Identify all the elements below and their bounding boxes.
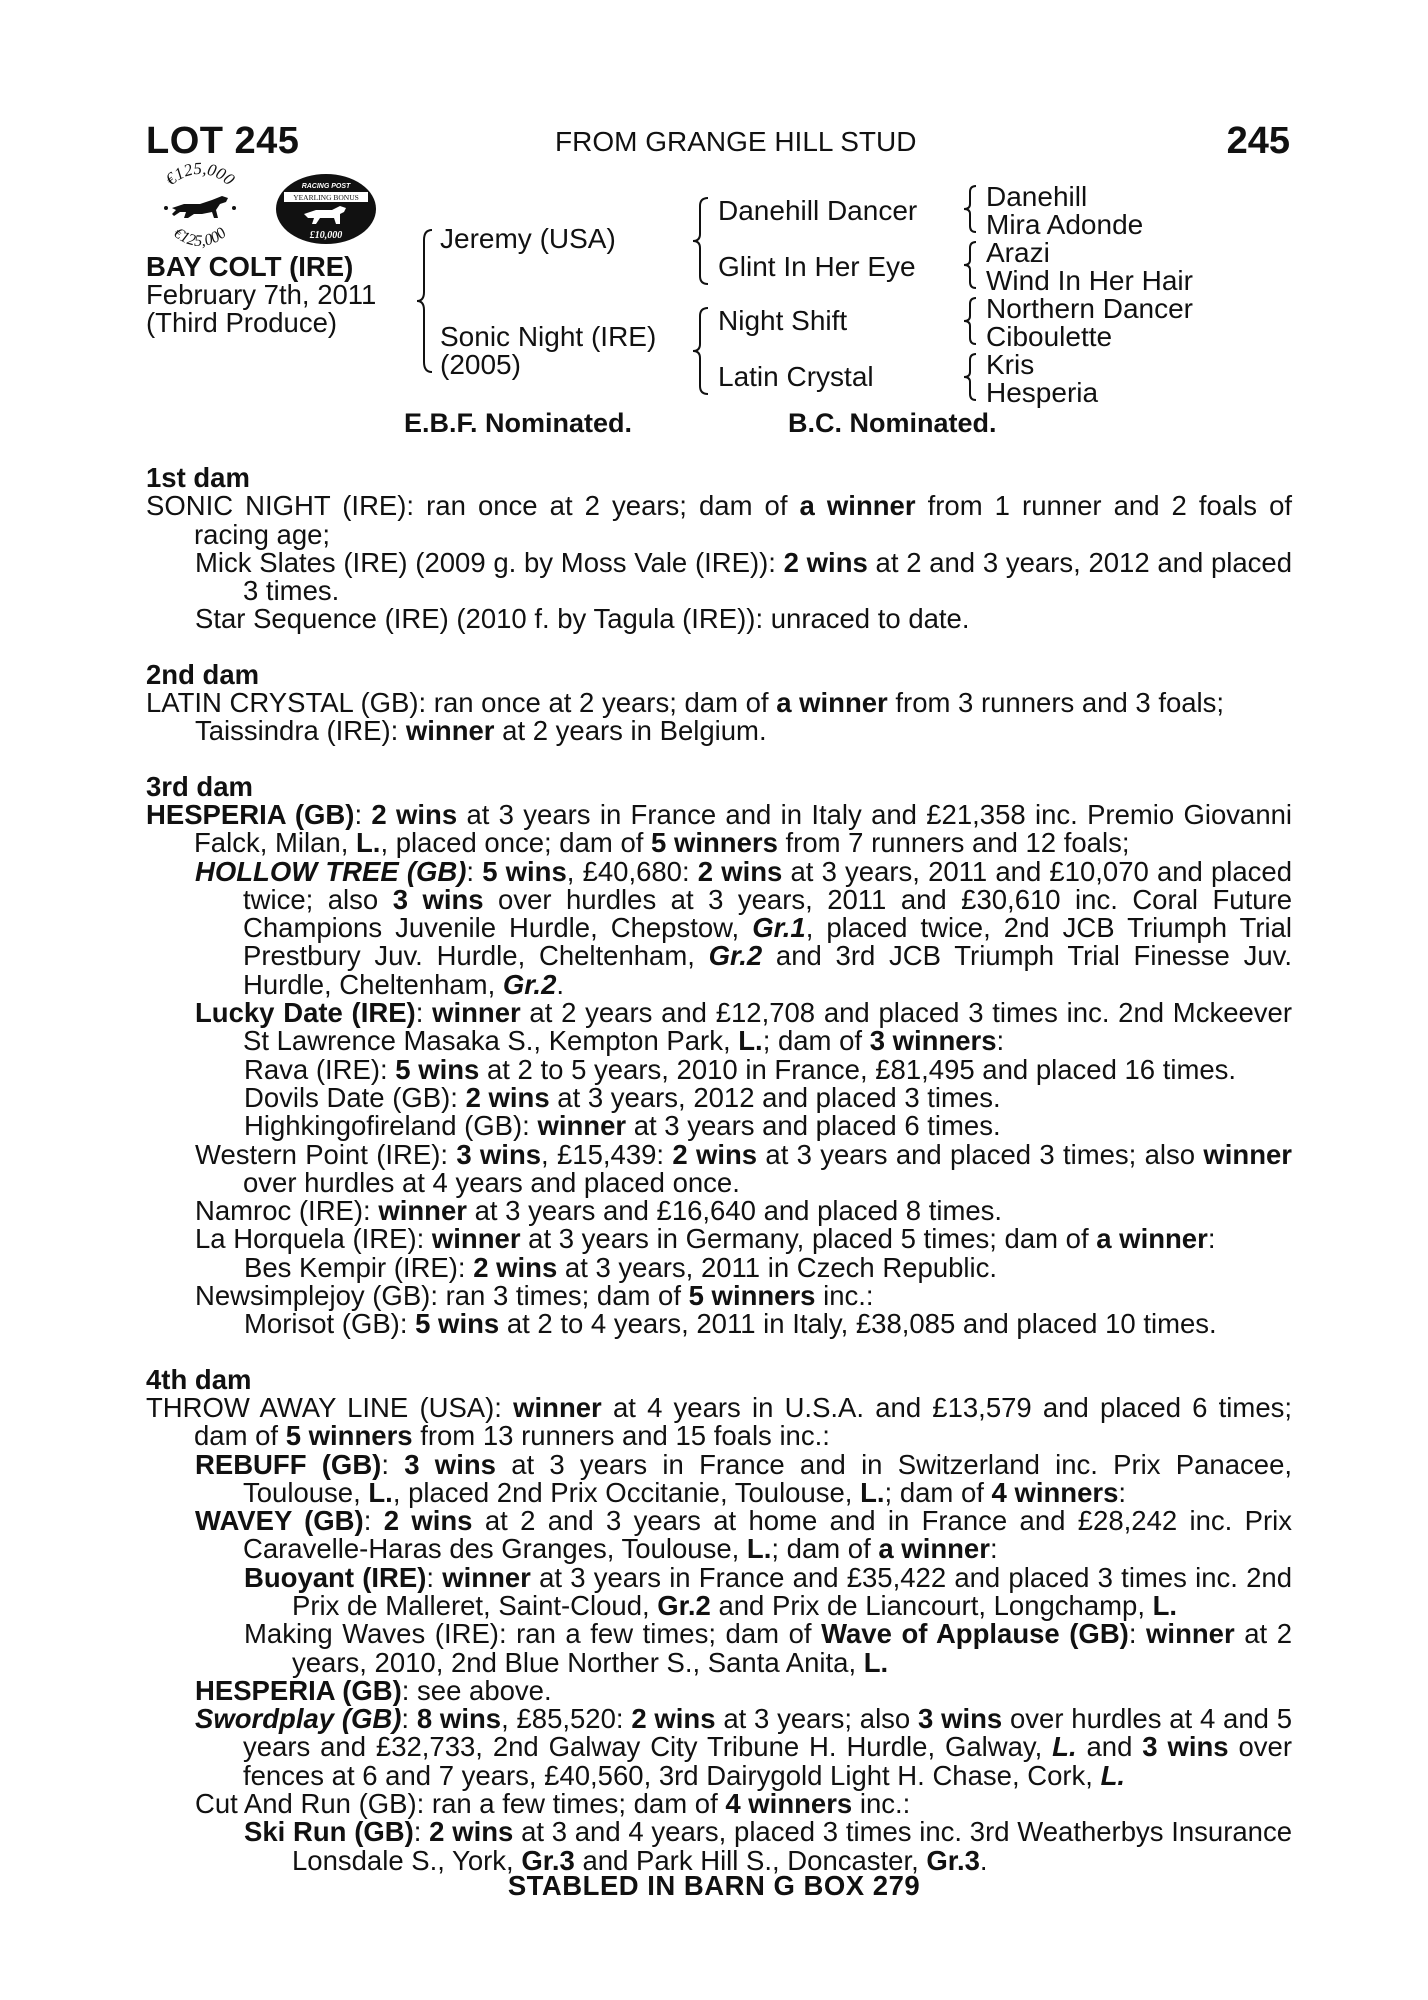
dam3-offspring: Newsimplejoy (GB): ran 3 times; dam of 5 winners inc.: [195,1280,874,1312]
lot-label: LOT 245 [146,120,300,162]
gg-3: Arazi [986,237,1050,268]
dam3-grandoffspring: Dovils Date (GB): 2 wins at 3 years, 2012 and placed 3 times. [244,1081,1001,1113]
gg-5: Northern Dancer [986,293,1193,324]
dam-year: (2005) [440,349,521,380]
bc-nomination: B.C. Nominated. [788,408,997,438]
bonus-amount: £10,000 [309,230,343,241]
dam1-offspring: Star Sequence (IRE) (2010 f. by Tagula (IRE)): unraced to date. [195,603,970,635]
dam3-offspring: Namroc (IRE): winner at 3 years and £16,640 and placed 8 times. [195,1195,1003,1227]
svg-text:€125,000 [162,160,239,189]
foaling-date: February 7th, 2011 [146,279,377,310]
dam4-grandoffspring: Ski Run (GB): 2 wins at 3 and 4 years, placed 3 times inc. 3rd Weatherbys Insurance Lonsdale S., York, Gr.3 and Park Hill S., Doncaster, Gr.3. [244,1816,1293,1876]
dam3-entry: HESPERIA (GB): 2 wins at 3 years in France and in Italy and £21,358 inc. Premio Giovanni Falck, Milan, L., placed once; dam of 5 winners from 7 runners and 12 foals; [146,798,1293,859]
section-title-2nd-dam: 2nd dam [146,658,260,690]
lot-number: 245 [1226,120,1290,162]
pedigree-brace-sire [692,196,712,286]
produce-note: (Third Produce) [146,307,338,338]
dam3-grandoffspring: Bes Kempir (IRE): 2 wins at 3 years, 2011 in Czech Republic. [244,1251,998,1283]
dam3-offspring: La Horquela (IRE): winner at 3 years in Germany, placed 5 times; dam of a winner: [195,1223,1216,1255]
dam1-entry: SONIC NIGHT (IRE): ran once at 2 years; dam of a winner from 1 runner and 2 foals of racing age; [146,490,1293,550]
dam4-offspring: REBUFF (GB): 3 wins at 3 years in France and in Switzerland inc. Prix Panacee, Toulouse, L., placed 2nd Prix Occitanie, Toulouse, L.; dam of 4 winners: [195,1448,1293,1508]
gg-1: Danehill [986,181,1088,212]
pedigree-brace-g2 [962,240,980,290]
dam3-grandoffspring: Highkingofireland (GB): winner at 3 years and placed 6 times. [244,1110,1001,1142]
racing-post-text: RACING POST [301,183,351,190]
dam2-offspring: Taissindra (IRE): winner at 2 years in Belgium. [195,715,767,747]
pedigree-brace-g3 [962,296,980,346]
yearling-bonus-text: YEARLING BONUS [293,193,359,202]
pedigree-brace-dam [692,306,712,396]
racing-post-yearling-bonus-badge [274,172,378,246]
dam-sire: Night Shift [718,305,848,336]
section-title-4th-dam: 4th dam [146,1363,252,1395]
sire-sire: Danehill Dancer [718,195,918,226]
section-title-1st-dam: 1st dam [146,462,250,493]
dam4-offspring: Swordplay (GB): 8 wins, £85,520: 2 wins at 3 years; also 3 wins over hurdles at 4 and 5 years and £32,733, 2nd Galway City Tribune H. Hurdle, Galway, L. and 3 wins over fences at 6 and 7 years, £40,560, 3rd Dairygold Light H. Chase, Cork, L. [195,1703,1293,1791]
section-title-3rd-dam: 3rd dam [146,770,253,802]
pedigree-brace-main [416,228,436,374]
gg-6: Ciboulette [986,321,1113,352]
dam3-offspring: Western Point (IRE): 3 wins, £15,439: 2 wins at 3 years and placed 3 times; also winner over hurdles at 4 years and placed once. [195,1138,1292,1198]
catalogue-body [146,464,1292,1875]
bonus-ring-bottom: €125,000 [170,224,230,250]
horse-name: BAY COLT (IRE) [146,251,354,282]
dam4-offspring: HESPERIA (GB): see above. [195,1674,552,1706]
dam4-offspring: Cut And Run (GB): ran a few times; dam of 4 winners inc.: [195,1788,911,1820]
dam4-entry: THROW AWAY LINE (USA): winner at 4 years in U.S.A. and £13,579 and placed 6 times; dam of 5 winners from 13 runners and 15 foals inc.: [146,1391,1293,1452]
dam1-offspring: Mick Slates (IRE) (2009 g. by Moss Vale (IRE)): 2 wins at 2 and 3 years, 2012 and placed 3 times. [195,546,1293,607]
dam3-grandoffspring: Rava (IRE): 5 wins at 2 to 5 years, 2010 in France, £81,495 and placed 16 times. [244,1053,1237,1085]
gg-4: Wind In Her Hair [986,265,1193,296]
dam-dam: Latin Crystal [718,361,874,392]
gg-7: Kris [986,349,1035,380]
sire: Jeremy (USA) [440,223,616,254]
gg-2: Mira Adonde [986,209,1144,240]
svg-text:€125,000 [170,225,229,250]
dam4-offspring: WAVEY (GB): 2 wins at 2 and 3 years at home and in France and £28,242 inc. Prix Caravelle-Haras des Granges, Toulouse, L.; dam of a winner: [195,1505,1292,1565]
dam3-offspring: HOLLOW TREE (GB): 5 wins, £40,680: 2 wins at 3 years, 2011 and £10,070 and placed twice; also 3 wins over hurdles at 3 years, 2011 and £30,610 inc. Coral Future Champions Juvenile Hurdle, Chepstow, Gr.1, placed twice, 2nd JCB Triumph Trial Prestbury Juv. Hurdle, Cheltenham, Gr.2 and 3rd JCB Triumph Trial Finesse Juv. Hurdle, Cheltenham, Gr.2. [195,855,1293,1000]
bonus-scheme-badge [150,160,250,260]
ebf-nomination: E.B.F. Nominated. [404,408,633,438]
sire-dam: Glint In Her Eye [718,251,916,282]
dam2-entry: LATIN CRYSTAL (GB): ran once at 2 years; dam of a winner from 3 runners and 3 foals; [146,687,1225,719]
gg-8: Hesperia [986,377,1099,408]
dam4-grandoffspring: Buoyant (IRE): winner at 3 years in France and £35,422 and placed 3 times inc. 2nd Prix de Malleret, Saint-Cloud, Gr.2 and Prix de Liancourt, Longchamp, L. [244,1561,1292,1621]
dam3-offspring: Lucky Date (IRE): winner at 2 years and £12,708 and placed 3 times inc. 2nd Mckeever St Lawrence Masaka S., Kempton Park, L.; dam of 3 winners: [195,997,1292,1057]
dam4-grandoffspring: Making Waves (IRE): ran a few times; dam of Wave of Applause (GB): winner at 2 years, 2010, 2nd Blue Norther S., Santa Anita, L. [244,1618,1293,1678]
pedigree-brace-g1 [962,184,980,234]
consignor: FROM GRANGE HILL STUD [555,126,917,157]
pedigree-brace-g4 [962,352,980,402]
stabling-note: STABLED IN BARN G BOX 279 [507,1870,921,1901]
dam3-grandoffspring: Morisot (GB): 5 wins at 2 to 4 years, 2011 in Italy, £38,085 and placed 10 times. [244,1308,1217,1340]
dam: Sonic Night (IRE) [440,321,657,352]
bonus-ring-top: €125,000 [161,160,239,189]
greyhound-horse-icon [172,196,228,218]
